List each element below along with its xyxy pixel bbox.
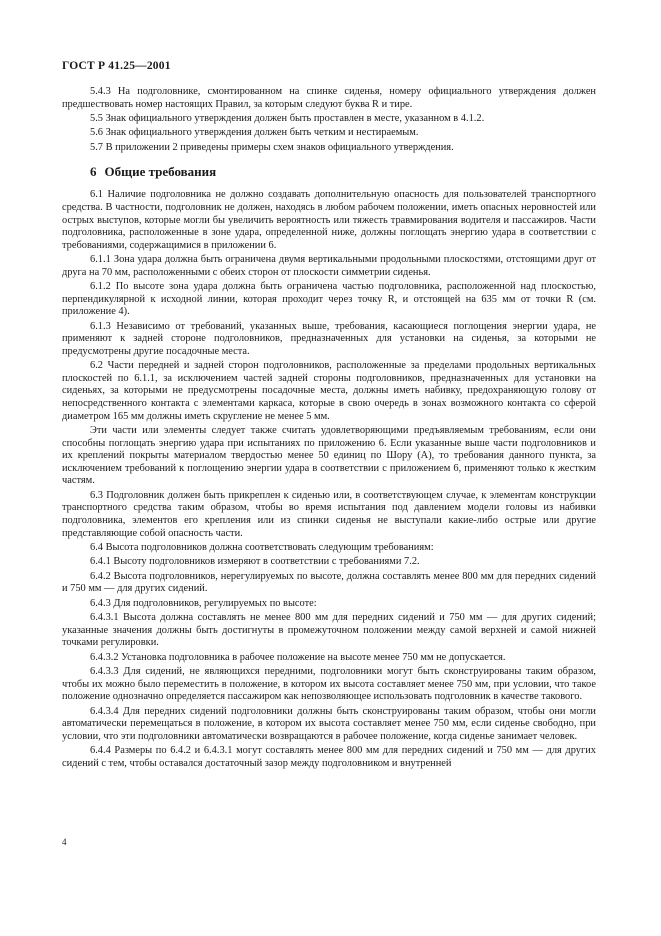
paragraph-5-6: 5.6 Знак официального утверждения должен быть четким и нестираемым. <box>90 127 419 139</box>
paragraph-6-4-3-1: 6.4.3.1 Высота должна составлять не менее 800 мм для передних сидений и 750 мм — для других сидений; указанные значения должны быть достигнуты в промежуточном положении между самой верхней и самой нижней точками регулировки. <box>62 612 596 649</box>
paragraph-6-4-1: 6.4.1 Высоту подголовников измеряют в соответствии с требованиями 7.2. <box>90 556 420 568</box>
paragraph-6-4-2: 6.4.2 Высота подголовников, нерегулируемых по высоте, должна составлять менее 800 мм для передних сидений и 750 мм — для других сидений. <box>62 570 596 595</box>
section-title: Общие требования <box>104 164 217 180</box>
paragraph-6-1-2: 6.1.2 По высоте зона удара должна быть ограничена частью подголовника, расположенной над плоскостью, перпендикулярной к исходной линии, которая проходит через точку R, и отстоящей на 635 мм от точки R (см. приложение 4). <box>62 281 596 318</box>
paragraph-6-4-3-3: 6.4.3.3 Для сидений, не являющихся передними, подголовники могут быть сконструированы таким образом, чтобы их можно было переместить в положение, в котором их высота составляет менее 750 мм, при условии, что такое положение однозначно определяется пассажиром как непозволяющее использовать подголовник в качестве такового. <box>62 666 596 703</box>
paragraph-6-3: 6.3 Подголовник должен быть прикреплен к сиденью или, в соответствующем случае, к элементам конструкции транспортного средства таким образом, чтобы во время испытания под давлением модели головы из набивки подголовника, элементов его крепления или из спинки сиденья не выступали какие-либо острые или другие представляющие собой опасность части. <box>62 489 596 539</box>
paragraph-5-7: 5.7 В приложении 2 приведены примеры схем знаков официального утверждения. <box>90 141 454 153</box>
paragraph-6-4-3-4: 6.4.3.4 Для передних сидений подголовники должны быть сконструированы таким образом, чтобы они могли автоматически перемещаться в положение, в котором их высота составляет менее 750 мм, если сиденье свободно, при условии, что эти подголовники автоматически возвращаются в рабочее положение, когда сиденье занимает человек. <box>62 705 596 742</box>
paragraph-5-4-3: 5.4.3 На подголовнике, смонтированном на спинке сиденья, номеру официального утверждения должен предшествовать номер настоящих Правил, за которым следуют буква R и тире. <box>62 86 596 110</box>
paragraph-6-2: 6.2 Части передней и задней сторон подголовников, расположенные за пределами продольных вертикальных плоскостей по 6.1.1, за исключением частей задней стороны подголовников, предназначенных для установки на сиденьях, за которыми не предусмотрены посадочные места, должны иметь набивку, предохраняющую голову от непосредственного контакта с элементами каркаса, которые в свою очередь в зонах возможного контакта со сферой диаметром 165 мм должны иметь скругление не менее 5 мм. <box>62 360 596 422</box>
paragraph-6-4-3: 6.4.3 Для подголовников, регулируемых по высоте: <box>90 597 317 609</box>
document-code-header: ГОСТ Р 41.25—2001 <box>62 60 171 72</box>
paragraph-5-5: 5.5 Знак официального утверждения должен быть проставлен в месте, указанном в 4.1.2. <box>90 112 485 124</box>
paragraph-6-1: 6.1 Наличие подголовника не должно создавать дополнительную опасность для пользователей транспортного средства. В частности, подголовник не должен, находясь в любом рабочем положении, иметь опасных неровностей или острых выступов, которые могли бы увеличить вероятность или тяжесть травмирования водителя и пассажиров. Части подголовника, расположенные в зоне удара, определенной ниже, должны поглощать энергию удара в соответствии с требованиями, содержащимися в приложении 6. <box>62 189 596 251</box>
section-number: 6 <box>90 164 97 180</box>
paragraph-6-2-continued: Эти части или элементы следует также считать удовлетворяющими предъявляемым требованиям, если они способны поглощать энергию удара при испытаниях по приложению 6. Если указанные выше части подголовников и их креплений покрыты материалом твердостью менее 50 единиц по Шору (А), то требования данного пункта, за исключением требований к поглощению энергии удара в соответствии с приложением 6, применяют только к жестким частям. <box>62 425 596 487</box>
paragraph-6-4: 6.4 Высота подголовников должна соответствовать следующим требованиям: <box>90 541 434 553</box>
page-number: 4 <box>62 837 67 847</box>
paragraph-6-4-4: 6.4.4 Размеры по 6.4.2 и 6.4.3.1 могут составлять менее 800 мм для передних сидений и 750 мм — для других сидений с тем, чтобы оставался достаточный зазор между подголовником и внутренней <box>62 745 596 769</box>
paragraph-6-1-3: 6.1.3 Независимо от требований, указанных выше, требования, касающиеся поглощения энергии удара, не применяют к задней стороне подголовников, предназначенных для установки на сиденья, за которыми не предусмотрены другие посадочные места. <box>62 320 596 357</box>
paragraph-6-1-1: 6.1.1 Зона удара должна быть ограничена двумя вертикальными продольными плоскостями, отстоящими друг от друга на 70 мм, расположенными с обеих сторон от плоскости симметрии сиденья. <box>62 254 596 278</box>
document-body <box>62 86 596 772</box>
section-heading <box>90 164 596 179</box>
paragraph-6-4-3-2: 6.4.3.2 Установка подголовника в рабочее положение на высоте менее 750 мм не допускается. <box>90 651 506 663</box>
